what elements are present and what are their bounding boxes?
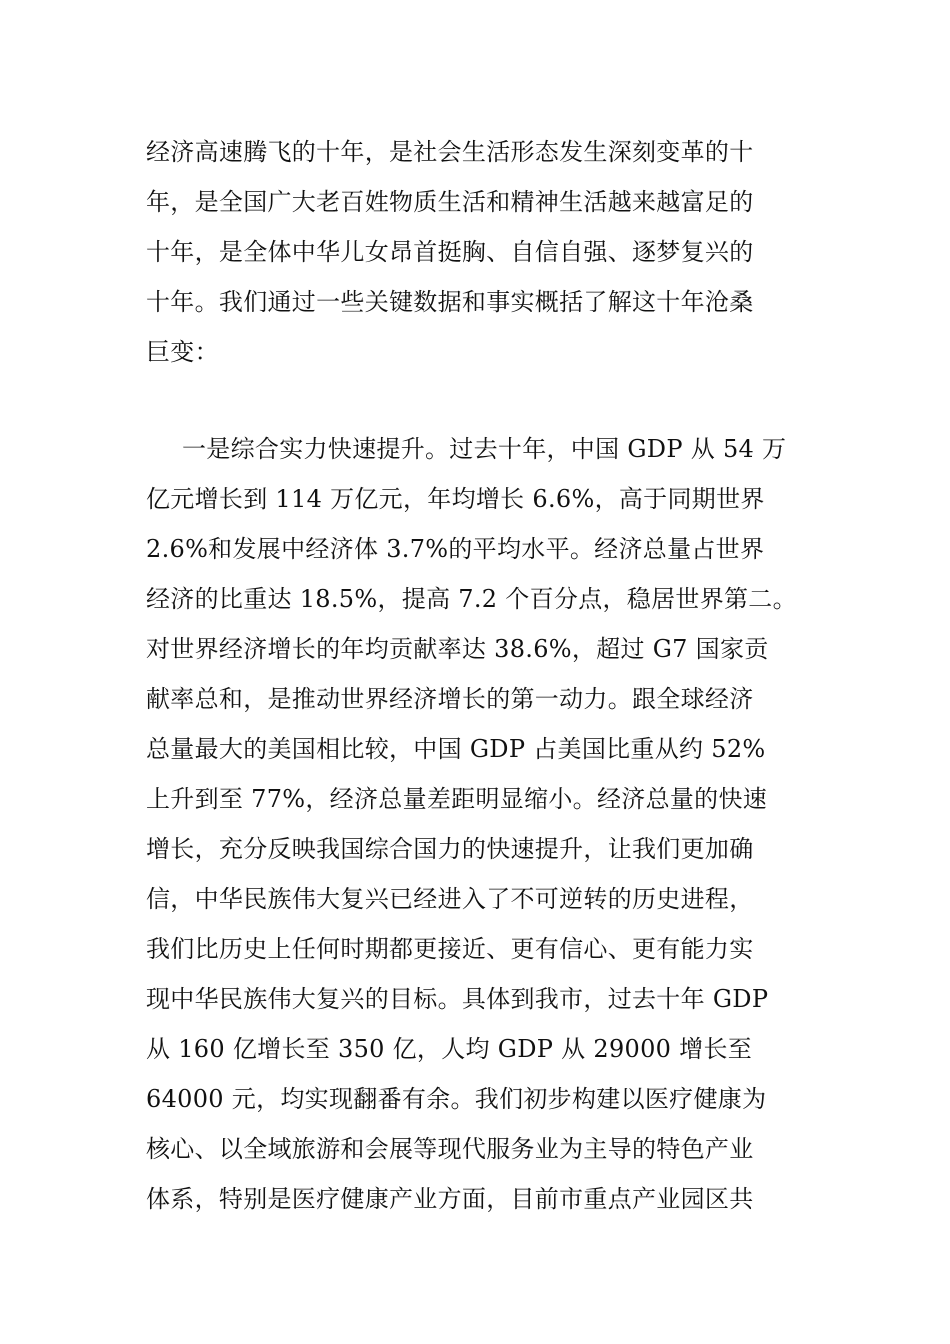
paragraph-2-line-7: 总量最大的美国相比较，中国 GDP 占美国比重从约 52% — [146, 735, 766, 763]
paragraph-1-line-3: 十年，是全体中华儿女昂首挺胸、自信自强、逐梦复兴的 — [146, 238, 754, 266]
paragraph-2-line-5: 对世界经济增长的年均贡献率达 38.6%，超过 G7 国家贡 — [146, 635, 769, 663]
paragraph-2-line-3: 2.6%和发展中经济体 3.7%的平均水平。经济总量占世界 — [146, 535, 765, 563]
paragraph-2-line-8: 上升到至 77%，经济总量差距明显缩小。经济总量的快速 — [146, 785, 768, 813]
paragraph-2-line-16: 体系，特别是医疗健康产业方面，目前市重点产业园区共 — [146, 1185, 754, 1213]
paragraph-2-line-13: 从 160 亿增长至 350 亿，人均 GDP 从 29000 增长至 — [146, 1035, 753, 1063]
paragraph-2-line-2: 亿元增长到 114 万亿元，年均增长 6.6%，高于同期世界 — [146, 485, 765, 513]
paragraph-2-line-1: 一是综合实力快速提升。过去十年，中国 GDP 从 54 万 — [182, 435, 787, 463]
paragraph-1-line-1: 经济高速腾飞的十年，是社会生活形态发生深刻变革的十 — [146, 138, 754, 166]
paragraph-2-line-10: 信，中华民族伟大复兴已经进入了不可逆转的历史进程， — [146, 885, 754, 913]
paragraph-2-line-15: 核心、以全域旅游和会展等现代服务业为主导的特色产业 — [146, 1135, 754, 1163]
paragraph-2-line-4: 经济的比重达 18.5%，提高 7.2 个百分点，稳居世界第二。 — [146, 585, 797, 613]
paragraph-1-line-5: 巨变： — [146, 338, 219, 366]
paragraph-2-line-6: 献率总和，是推动世界经济增长的第一动力。跟全球经济 — [146, 685, 754, 713]
paragraph-1-line-4: 十年。我们通过一些关键数据和事实概括了解这十年沧桑 — [146, 288, 754, 316]
paragraph-2-line-14: 64000 元，均实现翻番有余。我们初步构建以医疗健康为 — [146, 1085, 767, 1113]
paragraph-1-line-2: 年，是全国广大老百姓物质生活和精神生活越来越富足的 — [146, 188, 754, 216]
paragraph-2-line-12: 现中华民族伟大复兴的目标。具体到我市，过去十年 GDP — [146, 985, 769, 1013]
paragraph-2-line-11: 我们比历史上任何时期都更接近、更有信心、更有能力实 — [146, 935, 754, 963]
paragraph-2-line-9: 增长，充分反映我国综合国力的快速提升，让我们更加确 — [146, 835, 754, 863]
